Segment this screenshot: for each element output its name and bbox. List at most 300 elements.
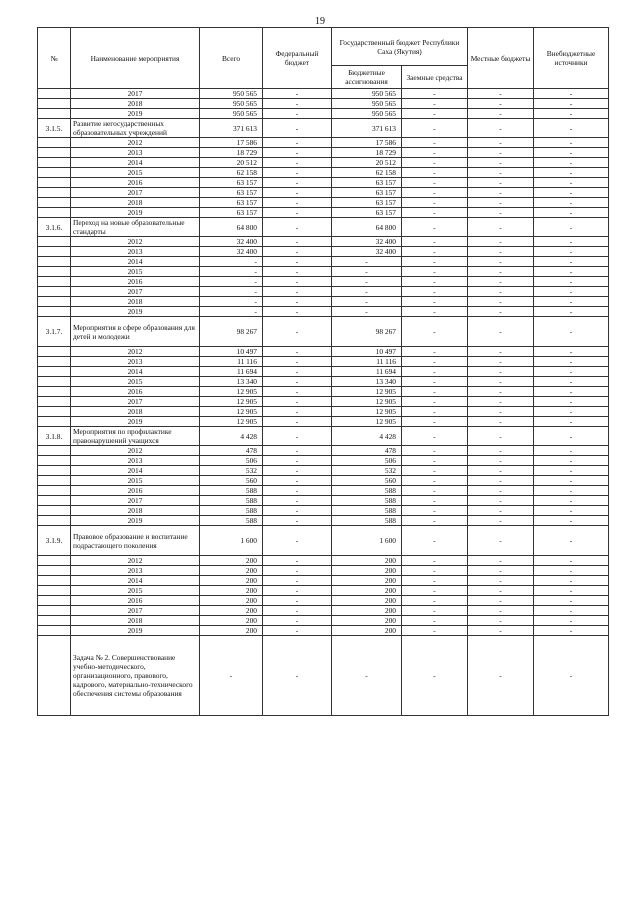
cell-budget-alloc: 63 157 [332,188,402,198]
year-row [38,347,609,357]
cell-borrowed: - [402,188,468,198]
row-year: 2012 [71,446,200,456]
cell-borrowed: - [402,109,468,119]
cell-federal: - [263,257,332,267]
cell-budget-alloc: 63 157 [332,208,402,218]
year-row [38,287,609,297]
cell-local: - [468,387,534,397]
row-number [38,148,71,158]
year-row [38,257,609,267]
row-year: 2019 [71,208,200,218]
cell-borrowed: - [402,576,468,586]
cell-federal: - [263,277,332,287]
row-number [38,616,71,626]
row-number [38,486,71,496]
header-name: Наименование мероприятия [71,28,200,89]
cell-offbudget: - [534,198,609,208]
cell-local: - [468,417,534,427]
row-year: 2019 [71,307,200,317]
cell-total: 950 565 [200,99,263,109]
cell-borrowed: - [402,267,468,277]
cell-budget-alloc: 12 905 [332,397,402,407]
row-year: 2018 [71,198,200,208]
row-year: 2017 [71,606,200,616]
cell-offbudget: - [534,506,609,516]
cell-borrowed: - [402,317,468,347]
cell-local: - [468,347,534,357]
year-row [38,267,609,277]
year-row [38,387,609,397]
cell-borrowed: - [402,297,468,307]
cell-total: 200 [200,576,263,586]
cell-local: - [468,148,534,158]
cell-federal: - [263,566,332,576]
cell-budget-alloc: 11 116 [332,357,402,367]
cell-federal: - [263,516,332,526]
cell-borrowed: - [402,198,468,208]
cell-budget-alloc: 64 800 [332,218,402,237]
row-year: 2016 [71,486,200,496]
cell-budget-alloc: 200 [332,586,402,596]
cell-local: - [468,427,534,446]
cell-local: - [468,257,534,267]
row-number: 3.1.9. [38,526,71,556]
cell-offbudget: - [534,377,609,387]
cell-local: - [468,407,534,417]
cell-federal: - [263,506,332,516]
row-year: 2014 [71,466,200,476]
year-row [38,496,609,506]
cell-offbudget: - [534,277,609,287]
cell-total: 17 586 [200,138,263,148]
cell-total: - [200,636,263,716]
cell-borrowed: - [402,347,468,357]
year-row [38,486,609,496]
row-year: 2015 [71,586,200,596]
row-number [38,267,71,277]
cell-offbudget: - [534,516,609,526]
cell-borrowed: - [402,208,468,218]
row-number [38,168,71,178]
cell-budget-alloc: 200 [332,556,402,566]
cell-total: 560 [200,476,263,486]
row-number [38,237,71,247]
cell-offbudget: - [534,626,609,636]
measure-row [38,526,609,556]
cell-local: - [468,586,534,596]
cell-offbudget: - [534,566,609,576]
cell-borrowed: - [402,636,468,716]
cell-offbudget: - [534,119,609,138]
cell-offbudget: - [534,636,609,716]
cell-local: - [468,99,534,109]
measure-row [38,218,609,237]
row-number [38,158,71,168]
cell-total: - [200,287,263,297]
cell-borrowed: - [402,257,468,267]
cell-federal: - [263,387,332,397]
cell-local: - [468,89,534,99]
cell-offbudget: - [534,297,609,307]
cell-local: - [468,636,534,716]
year-row [38,307,609,317]
cell-budget-alloc: 200 [332,606,402,616]
year-row [38,247,609,257]
year-row [38,476,609,486]
header-offbudget: Внебюджетные источники [534,28,609,89]
cell-budget-alloc: 478 [332,446,402,456]
row-year: 2013 [71,456,200,466]
cell-borrowed: - [402,99,468,109]
cell-total: 588 [200,516,263,526]
cell-total: 588 [200,496,263,506]
row-number [38,257,71,267]
cell-local: - [468,297,534,307]
row-number [38,247,71,257]
cell-federal: - [263,138,332,148]
row-number [38,188,71,198]
cell-budget-alloc: - [332,267,402,277]
cell-borrowed: - [402,566,468,576]
cell-local: - [468,277,534,287]
cell-federal: - [263,427,332,446]
cell-total: 18 729 [200,148,263,158]
year-row [38,456,609,466]
cell-local: - [468,476,534,486]
cell-total: 200 [200,596,263,606]
cell-offbudget: - [534,397,609,407]
cell-borrowed: - [402,556,468,566]
cell-federal: - [263,636,332,716]
header-borrowed: Заемные средства [402,66,468,89]
cell-federal: - [263,606,332,616]
row-number [38,307,71,317]
row-number [38,397,71,407]
cell-total: 532 [200,466,263,476]
cell-local: - [468,357,534,367]
cell-borrowed: - [402,476,468,486]
year-row [38,367,609,377]
row-number [38,446,71,456]
cell-budget-alloc: 4 428 [332,427,402,446]
year-row [38,138,609,148]
cell-budget-alloc: 10 497 [332,347,402,357]
table-body [38,89,609,716]
cell-local: - [468,576,534,586]
cell-total: 63 157 [200,198,263,208]
cell-borrowed: - [402,89,468,99]
cell-local: - [468,566,534,576]
cell-total: 371 613 [200,119,263,138]
year-row [38,586,609,596]
cell-offbudget: - [534,208,609,218]
cell-federal: - [263,466,332,476]
cell-total: 12 905 [200,417,263,427]
cell-total: - [200,277,263,287]
row-year: 2012 [71,237,200,247]
cell-budget-alloc: 13 340 [332,377,402,387]
cell-local: - [468,208,534,218]
row-name: Правовое образование и воспитание подрастающего поколения [71,526,200,556]
row-number [38,596,71,606]
cell-federal: - [263,347,332,357]
cell-total: 950 565 [200,89,263,99]
cell-offbudget: - [534,616,609,626]
cell-borrowed: - [402,168,468,178]
cell-local: - [468,456,534,466]
cell-local: - [468,626,534,636]
cell-borrowed: - [402,446,468,456]
cell-offbudget: - [534,158,609,168]
page-number: 19 [315,16,325,27]
cell-local: - [468,158,534,168]
cell-budget-alloc: 200 [332,576,402,586]
cell-federal: - [263,476,332,486]
year-row [38,466,609,476]
cell-local: - [468,506,534,516]
cell-offbudget: - [534,496,609,506]
cell-offbudget: - [534,168,609,178]
cell-offbudget: - [534,307,609,317]
cell-local: - [468,377,534,387]
cell-offbudget: - [534,317,609,347]
row-name: Мероприятия в сфере образования для детей и молодежи [71,317,200,347]
cell-budget-alloc: - [332,287,402,297]
cell-total: 950 565 [200,109,263,119]
cell-local: - [468,616,534,626]
cell-federal: - [263,267,332,277]
cell-federal: - [263,556,332,566]
cell-budget-alloc: 63 157 [332,198,402,208]
year-row [38,576,609,586]
row-number [38,287,71,297]
cell-federal: - [263,496,332,506]
row-year: 2017 [71,89,200,99]
cell-total: 4 428 [200,427,263,446]
cell-budget-alloc: 18 729 [332,148,402,158]
cell-offbudget: - [534,417,609,427]
year-row [38,168,609,178]
cell-budget-alloc: 200 [332,626,402,636]
row-year: 2018 [71,506,200,516]
row-name: Задача № 2. Совершенствование учебно-методического, организационного, правового, кадрового, материально-технического обеспечения системы образования [71,636,200,716]
year-row [38,566,609,576]
cell-local: - [468,178,534,188]
row-number [38,516,71,526]
cell-local: - [468,138,534,148]
cell-total: 12 905 [200,387,263,397]
cell-local: - [468,119,534,138]
cell-offbudget: - [534,576,609,586]
cell-total: 63 157 [200,178,263,188]
year-row [38,178,609,188]
cell-total: - [200,257,263,267]
cell-total: 478 [200,446,263,456]
cell-budget-alloc: 950 565 [332,109,402,119]
row-number [38,297,71,307]
row-year: 2015 [71,377,200,387]
cell-local: - [468,556,534,566]
cell-budget-alloc: 588 [332,496,402,506]
cell-borrowed: - [402,427,468,446]
row-number [38,586,71,596]
row-number [38,357,71,367]
cell-borrowed: - [402,506,468,516]
row-year: 2012 [71,347,200,357]
cell-borrowed: - [402,178,468,188]
cell-offbudget: - [534,257,609,267]
row-year: 2018 [71,99,200,109]
cell-federal: - [263,168,332,178]
cell-borrowed: - [402,218,468,237]
row-year: 2017 [71,287,200,297]
row-year: 2014 [71,158,200,168]
cell-offbudget: - [534,138,609,148]
cell-offbudget: - [534,357,609,367]
cell-offbudget: - [534,486,609,496]
cell-borrowed: - [402,466,468,476]
cell-offbudget: - [534,606,609,616]
cell-local: - [468,496,534,506]
cell-borrowed: - [402,148,468,158]
cell-federal: - [263,287,332,297]
row-number [38,277,71,287]
header-republic: Государственный бюджет Республики Саха (Якутия) [332,28,468,66]
cell-borrowed: - [402,417,468,427]
cell-offbudget: - [534,456,609,466]
cell-local: - [468,109,534,119]
cell-federal: - [263,456,332,466]
row-number: 3.1.5. [38,119,71,138]
cell-federal: - [263,486,332,496]
cell-local: - [468,516,534,526]
row-number: 3.1.6. [38,218,71,237]
year-row [38,616,609,626]
cell-total: 63 157 [200,188,263,198]
cell-budget-alloc: 1 600 [332,526,402,556]
cell-total: 200 [200,586,263,596]
cell-local: - [468,237,534,247]
header-local: Местные бюджеты [468,28,534,89]
cell-total: 200 [200,556,263,566]
cell-borrowed: - [402,367,468,377]
cell-offbudget: - [534,109,609,119]
cell-federal: - [263,89,332,99]
year-row [38,109,609,119]
row-number [38,367,71,377]
cell-local: - [468,267,534,277]
cell-total: 11 694 [200,367,263,377]
row-number [38,576,71,586]
year-row [38,148,609,158]
cell-borrowed: - [402,596,468,606]
row-number [38,417,71,427]
cell-federal: - [263,237,332,247]
row-year: 2013 [71,357,200,367]
cell-offbudget: - [534,466,609,476]
cell-federal: - [263,626,332,636]
cell-borrowed: - [402,526,468,556]
year-row [38,506,609,516]
cell-local: - [468,188,534,198]
measure-row [38,317,609,347]
cell-offbudget: - [534,99,609,109]
cell-borrowed: - [402,606,468,616]
cell-borrowed: - [402,626,468,636]
cell-borrowed: - [402,397,468,407]
cell-borrowed: - [402,616,468,626]
row-number [38,456,71,466]
cell-federal: - [263,178,332,188]
year-row [38,377,609,387]
year-row [38,277,609,287]
cell-budget-alloc: 63 157 [332,178,402,188]
year-row [38,446,609,456]
cell-budget-alloc: 560 [332,476,402,486]
row-number: 3.1.7. [38,317,71,347]
cell-federal: - [263,188,332,198]
cell-total: 62 158 [200,168,263,178]
row-year: 2018 [71,407,200,417]
cell-total: 200 [200,606,263,616]
cell-total: - [200,307,263,317]
cell-offbudget: - [534,347,609,357]
row-year: 2014 [71,576,200,586]
cell-local: - [468,486,534,496]
cell-local: - [468,198,534,208]
cell-local: - [468,218,534,237]
cell-borrowed: - [402,138,468,148]
year-row [38,198,609,208]
cell-budget-alloc: 950 565 [332,99,402,109]
year-row [38,357,609,367]
cell-federal: - [263,377,332,387]
cell-borrowed: - [402,456,468,466]
cell-federal: - [263,119,332,138]
cell-budget-alloc: 20 512 [332,158,402,168]
cell-budget-alloc: 12 905 [332,387,402,397]
row-number [38,89,71,99]
cell-budget-alloc: 506 [332,456,402,466]
cell-offbudget: - [534,148,609,158]
row-year: 2013 [71,247,200,257]
row-number [38,556,71,566]
row-year: 2019 [71,109,200,119]
cell-total: 200 [200,626,263,636]
year-row [38,516,609,526]
cell-local: - [468,287,534,297]
cell-budget-alloc: 17 586 [332,138,402,148]
cell-federal: - [263,109,332,119]
row-year: 2016 [71,277,200,287]
cell-local: - [468,466,534,476]
row-number [38,466,71,476]
year-row [38,556,609,566]
cell-offbudget: - [534,188,609,198]
cell-borrowed: - [402,247,468,257]
cell-borrowed: - [402,119,468,138]
row-number [38,606,71,616]
cell-borrowed: - [402,496,468,506]
cell-offbudget: - [534,407,609,417]
cell-budget-alloc: 200 [332,596,402,606]
cell-budget-alloc: 62 158 [332,168,402,178]
cell-offbudget: - [534,427,609,446]
header-total: Всего [200,28,263,89]
cell-total: 200 [200,566,263,576]
cell-total: 20 512 [200,158,263,168]
cell-budget-alloc: 32 400 [332,237,402,247]
